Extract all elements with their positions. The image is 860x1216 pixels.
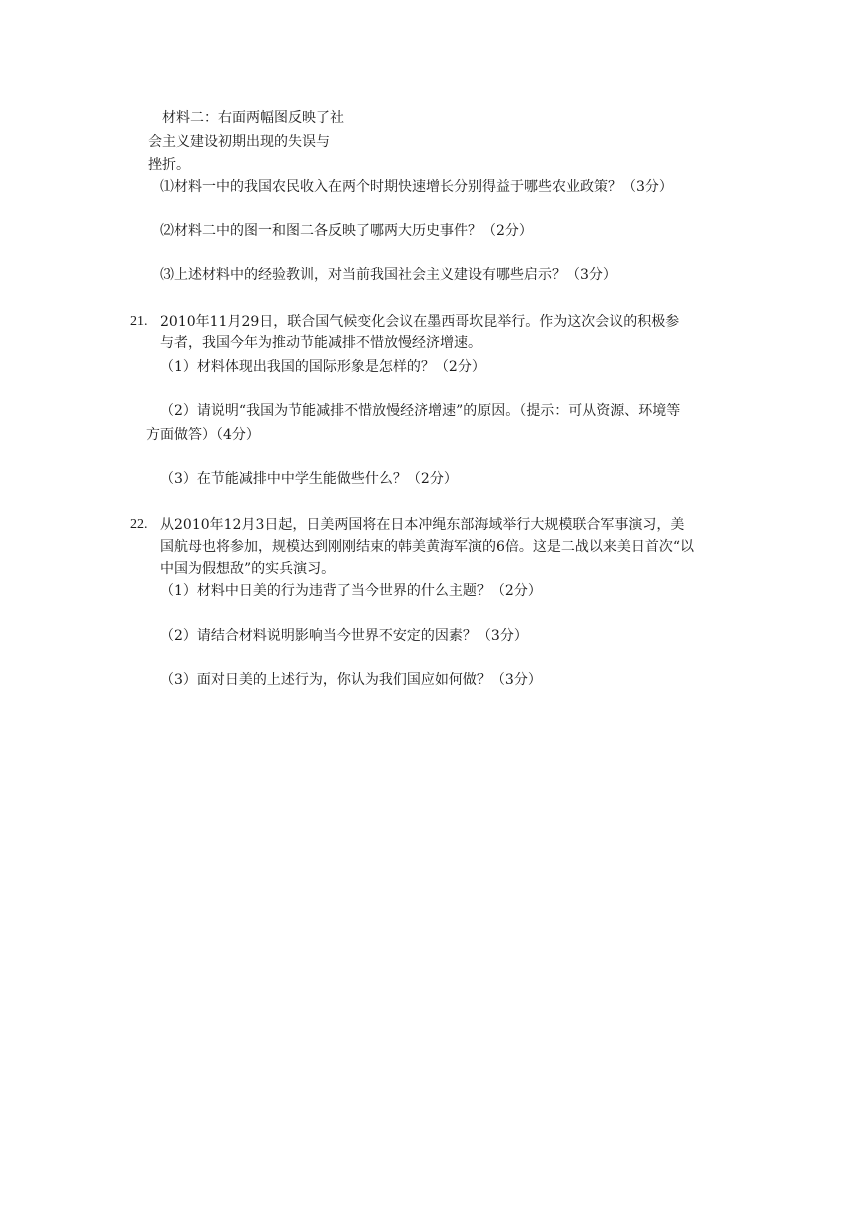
q21-sub2-line1: （2）请说明“我国为节能减排不惜放慢经济增速”的原因。（提示：可从资源、环境等 — [160, 403, 681, 419]
q22-sub3: （3）面对日美的上述行为，你认为我们国应如何做？（3分） — [160, 672, 542, 688]
material2-line-3: 挫折。 — [148, 157, 190, 173]
q20-sub2: ⑵材料二中的图一和图二各反映了哪两大历史事件？（2分） — [160, 223, 533, 239]
q21-number: 21. — [130, 314, 148, 329]
material2-line-2: 会主义建设初期出现的失误与 — [148, 134, 330, 150]
q21-sub1: （1）材料体现出我国的国际形象是怎样的？（2分） — [160, 359, 486, 375]
q22-number: 22. — [130, 517, 148, 532]
q21-stem-line2: 与者，我国今年为推动节能减排不惜放慢经济增速。 — [160, 335, 482, 351]
q20-sub1: ⑴材料一中的我国农民收入在两个时期快速增长分别得益于哪些农业政策？（3分） — [160, 179, 673, 195]
q21-sub2-line2: 方面做答）（4分） — [146, 427, 260, 443]
q22-sub1: （1）材料中日美的行为违背了当今世界的什么主题？（2分） — [160, 583, 542, 599]
q22-stem-line1: 从2010年12月3日起，日美两国将在日本冲绳东部海域举行大规模联合军事演习，美 — [160, 517, 685, 533]
q22-sub2: （2）请结合材料说明影响当今世界不安定的因素？（3分） — [160, 628, 528, 644]
q20-sub3: ⑶上述材料中的经验教训，对当前我国社会主义建设有哪些启示？（3分） — [160, 267, 617, 283]
q21-stem-line1: 2010年11月29日，联合国气候变化会议在墨西哥坎昆举行。作为这次会议的积极参 — [160, 314, 680, 330]
material2-line-1: 材料二：右面两幅图反映了社 — [162, 110, 344, 126]
q21-sub3: （3）在节能减排中中学生能做些什么？（2分） — [160, 471, 458, 487]
q22-stem-line3: 中国为假想敌”的实兵演习。 — [160, 561, 336, 577]
q22-stem-line2: 国航母也将参加，规模达到刚刚结束的韩美黄海军演的6倍。这是二战以来美日首次“以 — [160, 539, 695, 555]
